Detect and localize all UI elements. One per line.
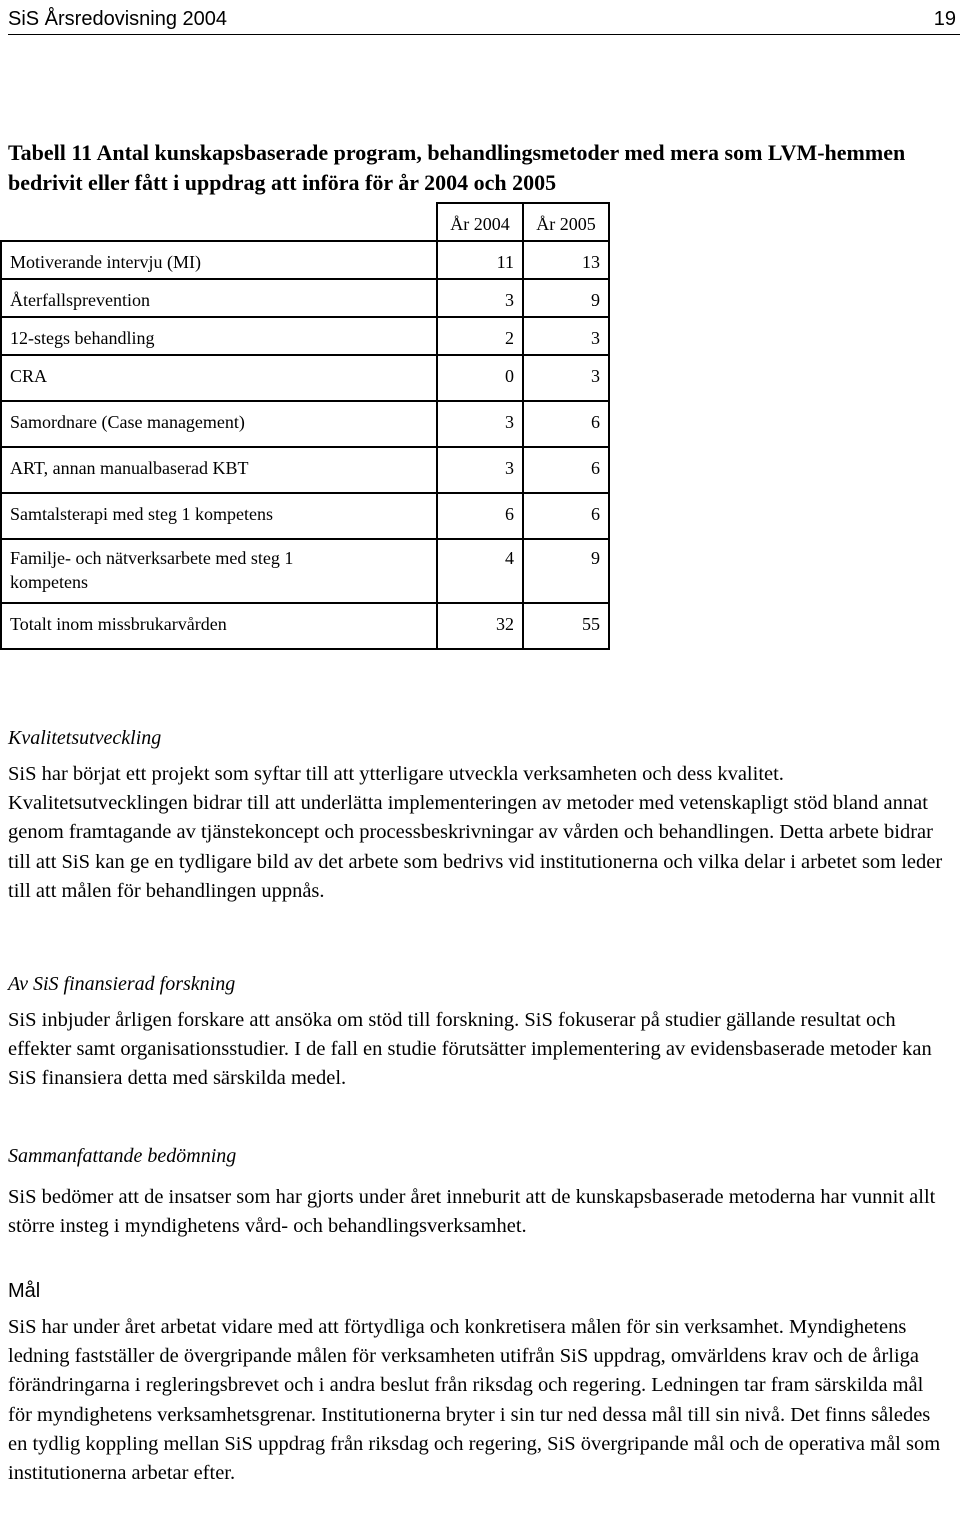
row-label: Totalt inom missbrukarvården	[1, 603, 437, 649]
heading-kvalitetsutveckling: Kvalitetsutveckling	[8, 727, 162, 749]
table-header-blank	[1, 203, 437, 241]
document-title: SiS Årsredovisning 2004	[8, 8, 228, 30]
paragraph-kvalitetsutveckling: SiS har börjat ett projekt som syftar till att ytterligare utveckla verksamheten och dess kvalitet. Kvalitetsutvecklingen bidrar till att underlätta implementeringen av metoder med vetenskapligt stöd bland annat genom framtagande av tjänstekoncept och processbeskrivningar av vården och behandlingen. Detta arbete bidrar till att SiS kan ge en tydligare bild av det arbete som bedrivs vid institutionerna och vilka delar i arbetet som leder till att målen för behandlingen uppnås.	[8, 763, 943, 902]
paragraph-sammanfattande-bedomning: SiS bedömer att de insatser som har gjorts under året inneburit att de kunskapsbaserade metoderna har vunnit allt större insteg i myndighetens vård- och behandlingsverksamhet.	[8, 1186, 936, 1238]
table-caption: Tabell 11 Antal kunskapsbaserade program, behandlingsmetoder med mera som LVM-hemmen bedrivit eller fått i uppdrag att införa för år 2004 och 2005	[8, 140, 906, 195]
page-header	[8, 4, 960, 35]
value-2005: 9	[523, 279, 609, 317]
value-2005: 55	[523, 603, 609, 649]
heading-sammanfattande-bedomning: Sammanfattande bedömning	[8, 1145, 237, 1167]
value-2004: 3	[437, 447, 523, 493]
paragraph-forskning: SiS inbjuder årligen forskare att ansöka om stöd till forskning. SiS fokuserar på studier gällande resultat och effekter samt organisationsstudier. I de fall en studie förutsätter implementering av evidensbaserade metoder kan SiS finansiera detta med särskilda medel.	[8, 1009, 932, 1090]
column-header-2004: År 2004	[437, 203, 523, 241]
table-row	[1, 355, 609, 401]
table-row	[1, 401, 609, 447]
value-2004: 11	[437, 241, 523, 279]
row-label: Samordnare (Case management)	[1, 401, 437, 447]
table-row	[1, 493, 609, 539]
row-label: ART, annan manualbaserad KBT	[1, 447, 437, 493]
table-row	[1, 447, 609, 493]
page-number: 19	[933, 8, 956, 30]
value-2004: 3	[437, 401, 523, 447]
value-2004: 0	[437, 355, 523, 401]
value-2004: 32	[437, 603, 523, 649]
value-2005: 3	[523, 355, 609, 401]
value-2005: 6	[523, 447, 609, 493]
paragraph-mal: SiS har under året arbetat vidare med att förtydliga och konkretisera målen för sin verksamhet. Myndighetens ledning fastställer de övergripande målen för verksamheten utifrån SiS uppdrag, omvärldens krav och de årliga förändringarna i regleringsbrevet och i andra beslut från riksdag och regering. Ledningen tar fram särskilda mål för myndighetens verksamhetsgrenar. Institutionerna bryter i sin tur ned dessa mål till sin nivå. Det finns således en tydlig koppling mellan SiS uppdrag från riksdag och regering, SiS övergripande mål och de operativa mål som institutionerna arbetar efter.	[8, 1316, 941, 1485]
table-row	[1, 539, 609, 603]
table-row	[1, 241, 609, 279]
value-2004: 4	[437, 539, 523, 603]
value-2004: 6	[437, 493, 523, 539]
value-2005: 9	[523, 539, 609, 603]
value-2004: 3	[437, 279, 523, 317]
row-label: 12-stegs behandling	[1, 317, 437, 355]
table-row	[1, 317, 609, 355]
row-label: CRA	[1, 355, 437, 401]
value-2004: 2	[437, 317, 523, 355]
column-header-2005: År 2005	[523, 203, 609, 241]
table-row	[1, 279, 609, 317]
row-label: Återfallsprevention	[1, 279, 437, 317]
value-2005: 6	[523, 493, 609, 539]
value-2005: 13	[523, 241, 609, 279]
value-2005: 6	[523, 401, 609, 447]
table-row-total	[1, 603, 609, 649]
table-header-row	[1, 203, 609, 241]
row-label: Samtalsterapi med steg 1 kompetens	[1, 493, 437, 539]
heading-forskning: Av SiS finansierad forskning	[8, 973, 236, 995]
row-label: Familje- och nätverksarbete med steg 1 kompetens	[1, 539, 437, 603]
methods-table	[0, 202, 610, 650]
heading-mal: Mål	[8, 1280, 41, 1302]
row-label: Motiverande intervju (MI)	[1, 241, 437, 279]
value-2005: 3	[523, 317, 609, 355]
